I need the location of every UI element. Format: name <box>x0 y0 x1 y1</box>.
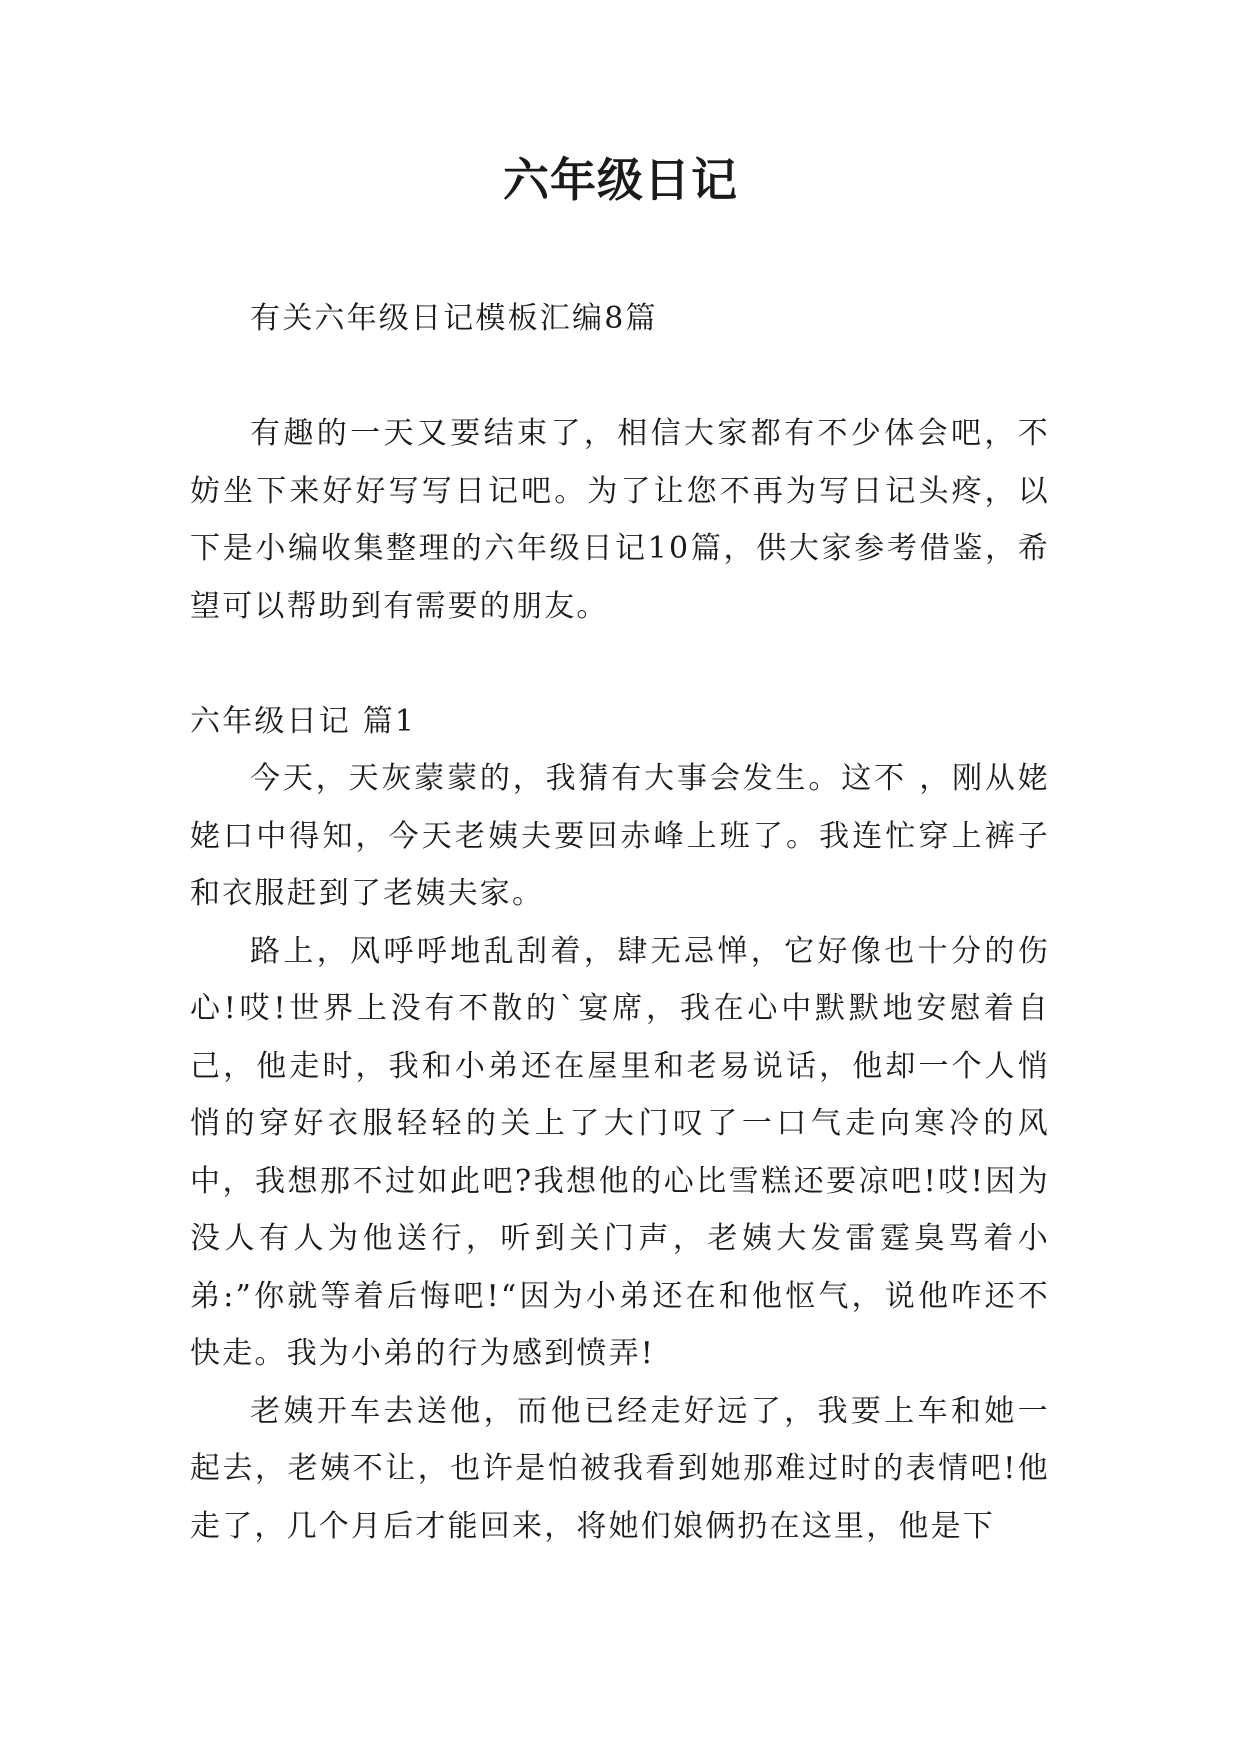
body-paragraph-3: 老姨开车去送他，而他已经走好远了，我要上车和她一起去，老姨不让，也许是怕被我看到她那难过时的表情吧!他走了，几个月后才能回来，将她们娘俩扔在这里，他是下 <box>190 1393 1050 1544</box>
intro-paragraph: 有趣的一天又要结束了，相信大家都有不少体会吧，不妨坐下来好好写写日记吧。为了让您不再为写日记头疼，以下是小编收集整理的六年级日记10篇，供大家参考借鉴，希望可以帮助到有需要的朋友。 <box>190 416 1050 624</box>
body-paragraph-2: 路上，风呼呼地乱刮着，肆无忌惮，它好像也十分的伤心!哎!世界上没有不散的`宴席，我在心中默默地安慰着自己，他走时，我和小弟还在屋里和老易说话，他却一个人悄悄的穿好衣服轻轻的关上了大门叹了一口气走向寒冷的风中，我想那不过如此吧?我想他的心比雪糕还要凉吧!哎!因为没人有人为他送行，听到关门声，老姨大发雷霆臭骂着小弟:”你就等着后悔吧!“因为小弟还在和他怄气，说他咋还不快走。我为小弟的行为感到愤弄! <box>190 933 1050 1371</box>
document-title: 六年级日记 <box>503 153 738 207</box>
document-subtitle: 有关六年级日记模板汇编8篇 <box>250 301 658 336</box>
document-body <box>190 290 1050 1555</box>
section-heading: 六年级日记 篇1 <box>190 703 417 739</box>
body-paragraph-1: 今天，天灰蒙蒙的，我猜有大事会发生。这不 ，刚从姥姥口中得知，今天老姨夫要回赤峰上班了。我连忙穿上裤子和衣服赶到了老姨夫家。 <box>190 761 1050 911</box>
